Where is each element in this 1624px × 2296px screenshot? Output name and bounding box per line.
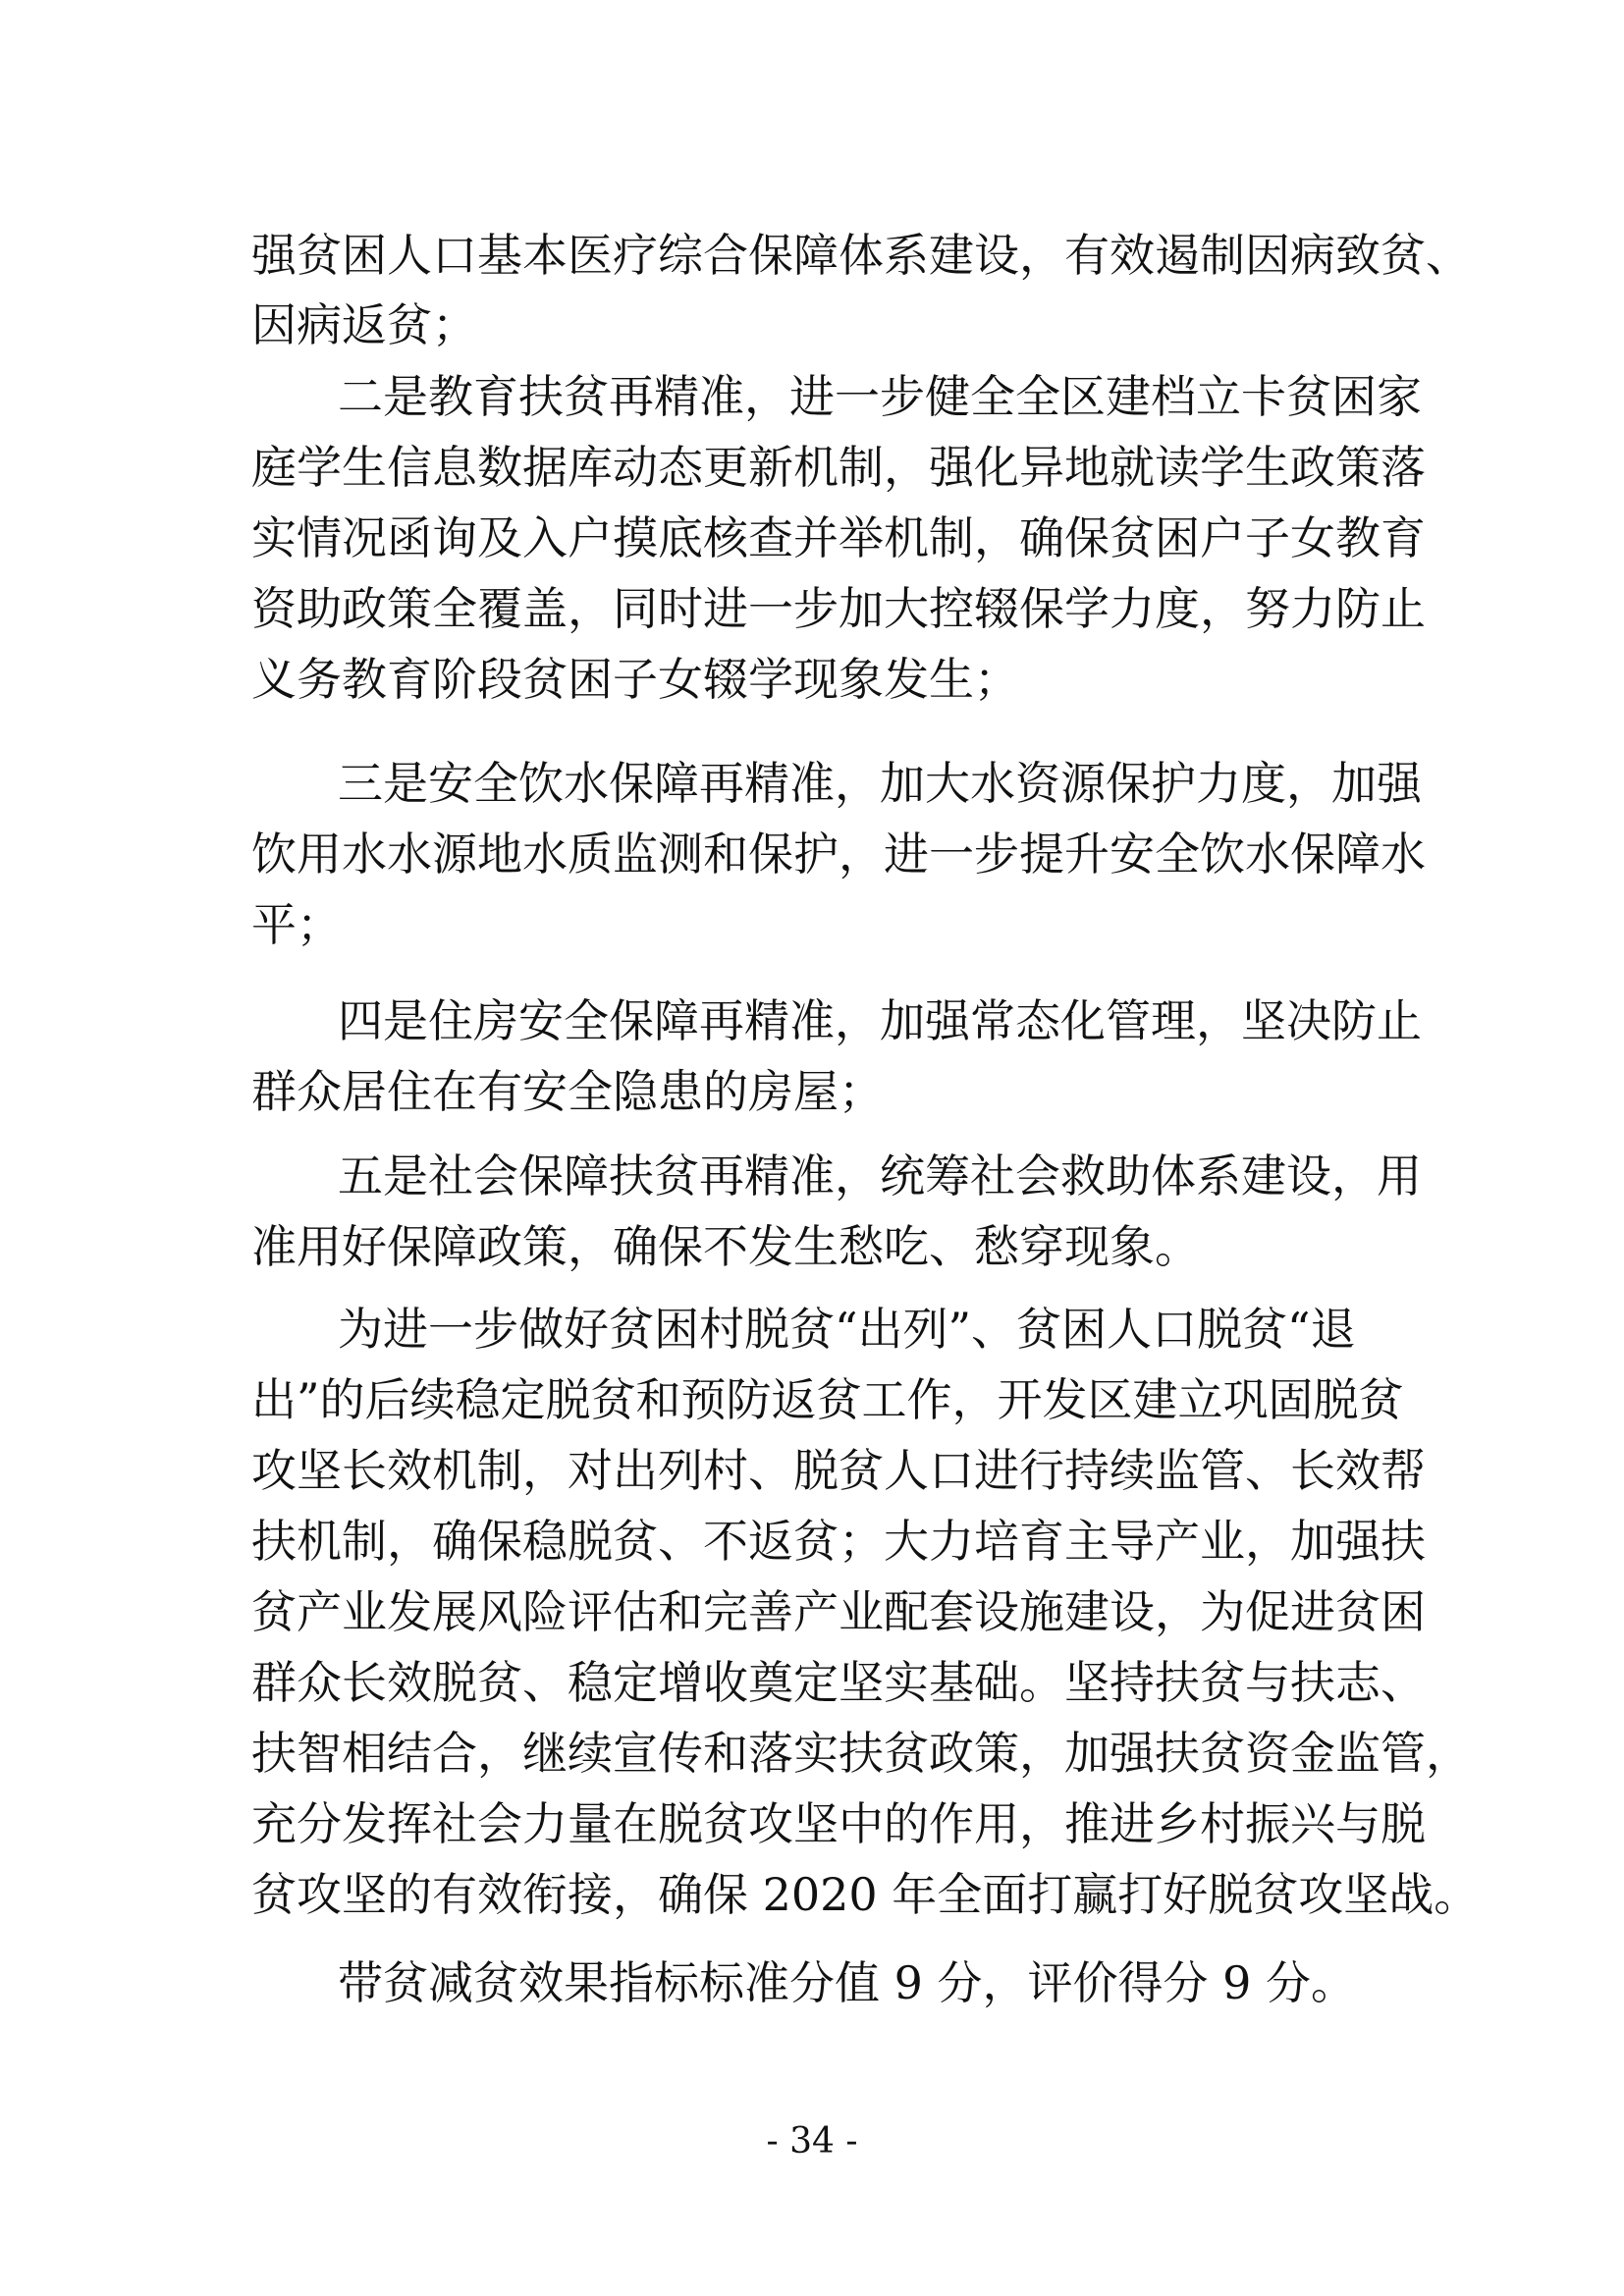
text-line: 贫产业发展风险评估和完善产业配套设施建设，为促进贫困 [251,1585,1426,1638]
text-line: 义务教育阶段贫困子女辍学现象发生； [251,653,1019,706]
text-line: 强贫困人口基本医疗综合保障体系建设，有效遏制因病致贫、 [251,229,1471,282]
page-number: - 34 - [766,2121,858,2162]
text-line: 群众居住在有安全隐患的房屋； [251,1065,884,1118]
text-line: 扶机制，确保稳脱贫、不返贫；大力培育主导产业，加强扶 [251,1515,1426,1568]
text-line: 实情况函询及入户摸底核查并举机制，确保贫困户子女教育 [251,511,1426,564]
paragraph-start: 二是教育扶贫再精准，进一步健全全区建档立卡贫困家 [338,370,1422,423]
text-line: 庭学生信息数据库动态更新机制，强化异地就读学生政策落 [251,441,1426,494]
paragraph-start: 三是安全饮水保障再精准，加大水资源保护力度，加强 [338,757,1422,810]
text-line: 贫攻坚的有效衔接，确保 2020 年全面打赢打好脱贫攻坚战。 [251,1868,1480,1921]
text-line: 饮用水水源地水质监测和保护，进一步提升安全饮水保障水 [251,828,1426,881]
text-line: 攻坚长效机制，对出列村、脱贫人口进行持续监管、长效帮 [251,1444,1426,1497]
paragraph-start: 五是社会保障扶贫再精准，统筹社会救助体系建设，用 [338,1149,1422,1202]
text-line: 群众长效脱贫、稳定增收奠定坚实基础。坚持扶贫与扶志、 [251,1656,1426,1709]
text-line: 充分发挥社会力量在脱贫攻坚中的作用，推进乡村振兴与脱 [251,1797,1426,1850]
text-line: 因病返贫； [251,298,477,351]
text-line: 出”的后续稳定脱贫和预防返贫工作，开发区建立巩固脱贫 [251,1373,1404,1426]
text-line: 资助政策全覆盖，同时进一步加大控辍保学力度，努力防止 [251,582,1426,635]
paragraph-start: 为进一步做好贫困村脱贫“出列”、贫困人口脱贫“退 [338,1303,1356,1356]
paragraph-start: 四是住房安全保障再精准，加强常态化管理，坚决防止 [338,994,1422,1047]
text-line: 扶智相结合，继续宣传和落实扶贫政策，加强扶贫资金监管， [251,1727,1471,1780]
text-line: 平； [251,898,342,951]
text-line: 准用好保障政策，确保不发生愁吃、愁穿现象。 [251,1220,1200,1273]
paragraph-start: 带贫减贫效果指标标准分值 9 分，评价得分 9 分。 [338,1956,1357,2009]
